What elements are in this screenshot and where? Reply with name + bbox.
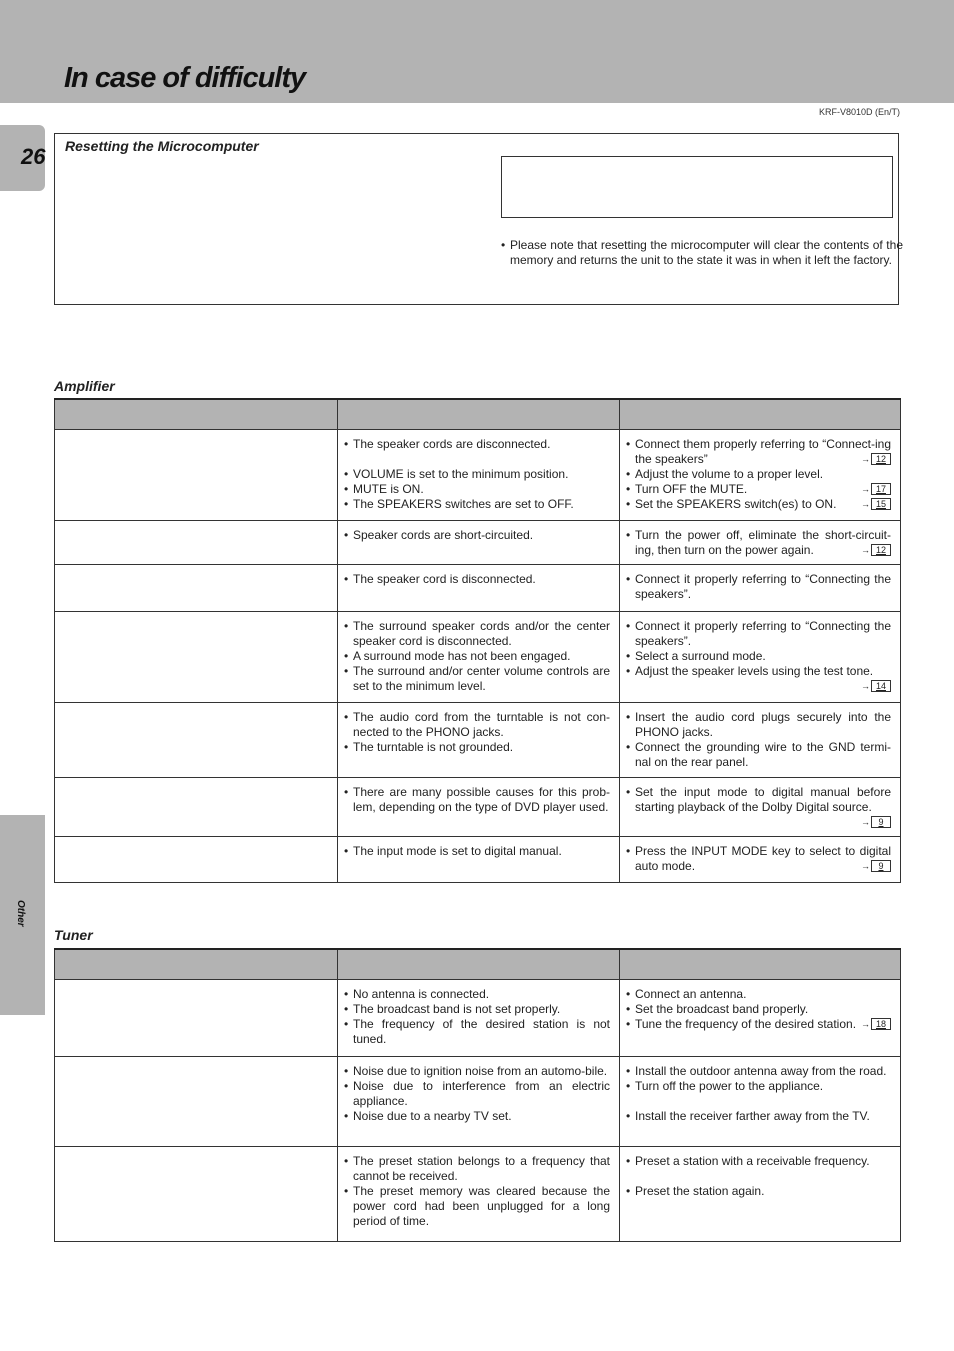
remedy-text: Select a surround mode. (635, 649, 766, 663)
cause-item: • The surround speaker cords and/or the center speaker cord is disconnected. (344, 619, 610, 649)
remedy-text: Press the INPUT MODE key to select to digital auto mode. (635, 844, 891, 873)
cause-cell (338, 612, 620, 703)
remedy-header (620, 949, 901, 980)
remedy-cell (620, 430, 901, 521)
arrow-right-icon: → (861, 499, 870, 509)
arrow-right-icon: → (861, 861, 870, 871)
cause-cell (338, 565, 620, 612)
cause-item: • No antenna is connected. (344, 987, 610, 1002)
remedy-item (626, 1184, 891, 1199)
section-side-label: Other (15, 900, 26, 927)
cause-cell (338, 1147, 620, 1242)
page-reference (861, 543, 891, 558)
cause-cell (338, 980, 620, 1057)
remedy-item (626, 467, 891, 482)
cause-cell (338, 430, 620, 521)
symptom-cell (55, 1057, 338, 1147)
cause-item: • MUTE is ON. (344, 482, 610, 497)
reset-title: Resetting the Microcomputer (65, 138, 259, 154)
cause-item: • The preset station belongs to a frequency that cannot be received. (344, 1154, 610, 1184)
tuner-table (54, 948, 901, 1242)
remedy-text: Connect it properly referring to “Connecting the speakers”. (635, 572, 891, 601)
page-reference-number: 18 (871, 1018, 891, 1030)
cause-cell (338, 837, 620, 883)
cause-item: • The turntable is not grounded. (344, 740, 610, 755)
remedy-cell (620, 703, 901, 778)
remedy-text: Set the input mode to digital manual before starting playback of the Dolby Digital source. (635, 785, 891, 814)
symptom-cell (55, 521, 338, 565)
remedy-text: Connect the grounding wire to the GND termi-nal on the rear panel. (635, 740, 891, 769)
symptom-cell (55, 612, 338, 703)
table-row (55, 1147, 901, 1242)
table-row (55, 430, 901, 521)
arrow-right-icon: → (861, 484, 870, 494)
page-reference-number: 12 (871, 453, 891, 465)
cause-item: • The frequency of the desired station is not tuned. (344, 1017, 610, 1047)
remedy-item (626, 664, 891, 691)
remedy-cell (620, 980, 901, 1057)
page-reference-number: 9 (871, 860, 891, 872)
tuner-table-header (55, 949, 901, 980)
remedy-cell (620, 612, 901, 703)
arrow-right-icon: → (861, 817, 870, 827)
cause-item: • The surround and/or center volume controls are set to the minimum level. (344, 664, 610, 694)
cause-cell (338, 521, 620, 565)
cause-item: • A surround mode has not been engaged. (344, 649, 610, 664)
arrow-right-icon: → (861, 681, 870, 691)
remedy-item (626, 1017, 891, 1032)
remedy-text: Adjust the speaker levels using the test tone. (635, 664, 874, 678)
remedy-text: Preset a station with a receivable frequency. (635, 1154, 870, 1168)
amplifier-heading: Amplifier (54, 378, 115, 394)
symptom-header (55, 949, 338, 980)
reset-section (54, 133, 903, 305)
remedy-item (626, 1064, 891, 1079)
remedy-text: Tune the frequency of the desired station. (635, 1017, 857, 1031)
cause-item: • The input mode is set to digital manual. (344, 844, 610, 859)
page-number: 26 (21, 144, 46, 169)
remedy-cell (620, 778, 901, 837)
remedy-item (626, 1079, 891, 1094)
remedy-item (626, 619, 891, 649)
model-code: KRF-V8010D (En/T) (818, 107, 900, 117)
remedy-text: Turn off the power to the appliance. (635, 1079, 824, 1093)
cause-cell (338, 703, 620, 778)
remedy-cell (620, 1147, 901, 1242)
symptom-header (55, 399, 338, 430)
remedy-item (626, 1109, 891, 1124)
table-row (55, 837, 901, 883)
remedy-text: Install the outdoor antenna away from the road. (635, 1064, 887, 1078)
remedy-text: Insert the audio cord plugs securely into the PHONO jacks. (635, 710, 891, 739)
remedy-item (626, 987, 891, 1002)
symptom-cell (55, 1147, 338, 1242)
remedy-item (626, 572, 891, 602)
remedy-text: Adjust the volume to a proper level. (635, 467, 824, 481)
remedy-item (626, 1154, 891, 1169)
cause-item: • VOLUME is set to the minimum position. (344, 467, 610, 482)
remedy-text: Connect it properly referring to “Connecting the speakers”. (635, 619, 891, 648)
page-reference-number: 9 (871, 816, 891, 828)
arrow-right-icon: → (861, 454, 870, 464)
cause-item: • The speaker cord is disconnected. (344, 572, 610, 587)
remedy-text: Preset the station again. (635, 1184, 765, 1198)
remedy-item (626, 1002, 891, 1017)
symptom-cell (55, 980, 338, 1057)
table-row (55, 1057, 901, 1147)
cause-header (338, 949, 620, 980)
remedy-item (626, 437, 891, 467)
cause-cell (338, 778, 620, 837)
remedy-text: Set the SPEAKERS switch(es) to ON. (635, 497, 837, 511)
reset-instruction-box (501, 156, 893, 218)
remedy-item (626, 528, 891, 558)
remedy-text: Turn OFF the MUTE. (635, 482, 748, 496)
cause-item: • The SPEAKERS switches are set to OFF. (344, 497, 610, 512)
remedy-header (620, 399, 901, 430)
page-reference (861, 1017, 891, 1032)
amplifier-table-header (55, 399, 901, 430)
page-reference-number: 17 (871, 483, 891, 495)
table-row (55, 612, 901, 703)
table-row (55, 521, 901, 565)
remedy-item (626, 649, 891, 664)
remedy-item (626, 710, 891, 740)
cause-item: • The broadcast band is not set properly. (344, 1002, 610, 1017)
table-row (55, 703, 901, 778)
cause-item: • Noise due to interference from an electric appliance. (344, 1079, 610, 1109)
remedy-text: Turn the power off, eliminate the short-circuit-ing, then turn on the power again. (635, 528, 891, 557)
page-reference (861, 815, 891, 830)
page-reference (861, 679, 891, 694)
remedy-cell (620, 521, 901, 565)
symptom-cell (55, 837, 338, 883)
page-reference-number: 14 (871, 680, 891, 692)
cause-item: • Noise due to a nearby TV set. (344, 1109, 610, 1124)
symptom-cell (55, 565, 338, 612)
amplifier-table (54, 398, 901, 883)
page-reference-number: 12 (871, 544, 891, 556)
remedy-cell (620, 565, 901, 612)
table-row (55, 778, 901, 837)
remedy-text: Install the receiver farther away from the TV. (635, 1109, 870, 1123)
table-row (55, 565, 901, 612)
symptom-cell (55, 778, 338, 837)
page-reference (861, 482, 891, 497)
cause-header (338, 399, 620, 430)
cause-item: • There are many possible causes for this prob-lem, depending on the type of DVD player used. (344, 785, 610, 815)
arrow-right-icon: → (861, 1019, 870, 1029)
cause-item: • Speaker cords are short-circuited. (344, 528, 610, 543)
table-row (55, 980, 901, 1057)
remedy-item (626, 785, 891, 827)
tuner-heading: Tuner (54, 927, 93, 943)
remedy-text: Set the broadcast band properly. (635, 1002, 809, 1016)
arrow-right-icon: → (861, 545, 870, 555)
remedy-cell (620, 837, 901, 883)
symptom-cell (55, 703, 338, 778)
cause-item: • Noise due to ignition noise from an automo-bile. (344, 1064, 610, 1079)
page-reference (861, 452, 891, 467)
cause-item: • The preset memory was cleared because the power cord had been unplugged for a long period of time. (344, 1184, 610, 1229)
page-title: In case of difficulty (64, 62, 306, 94)
remedy-item (626, 482, 891, 497)
cause-item: • The speaker cords are disconnected. (344, 437, 610, 452)
cause-item: • The audio cord from the turntable is not con-nected to the PHONO jacks. (344, 710, 610, 740)
cause-cell (338, 1057, 620, 1147)
remedy-item (626, 497, 891, 512)
page-reference-number: 15 (871, 498, 891, 510)
page-reference (861, 859, 891, 874)
remedy-text: Connect an antenna. (635, 987, 747, 1001)
page-reference (861, 497, 891, 512)
reset-note: • Please note that resetting the microcomputer will clear the contents of the memory and returns the unit to the state it was in when it left the factory. (501, 238, 903, 268)
remedy-item (626, 740, 891, 770)
remedy-item (626, 844, 891, 874)
remedy-cell (620, 1057, 901, 1147)
symptom-cell (55, 430, 338, 521)
remedy-text: Connect them properly referring to “Connect-ing the speakers” (635, 437, 891, 466)
